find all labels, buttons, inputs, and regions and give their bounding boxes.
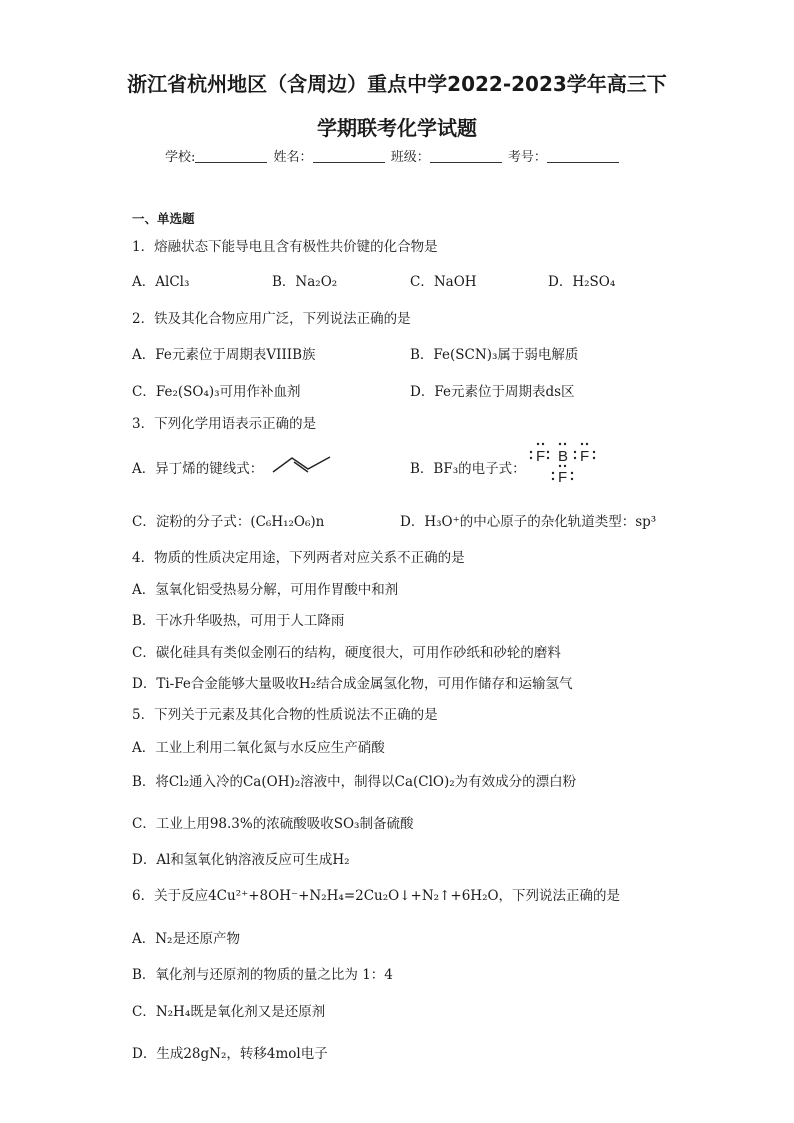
q4-option-d: D．Ti-Fe合金能够大量吸收H₂结合成金属氢化物，可用作储存和运输氢气 [132, 676, 573, 692]
q2-option-d: D．Fe元素位于周期表ds区 [410, 384, 575, 400]
q4-option-b: B．干冰升华吸热，可用于人工降雨 [132, 613, 345, 629]
q2-stem: 2．铁及其化合物应用广泛，下列说法正确的是 [132, 311, 411, 327]
id-blank [547, 148, 619, 163]
q1-option-d: D．H₂SO₄ [548, 274, 616, 290]
q1-stem: 1．熔融状态下能导电且含有极性共价键的化合物是 [132, 239, 438, 255]
q5-option-d: D．Al和氢氧化钠溶液反应可生成H₂ [132, 852, 350, 868]
section-heading: 一、单选题 [132, 211, 195, 226]
school-blank [195, 148, 267, 163]
q2-option-c: C．Fe₂(SO₄)₃可用作补血剂 [132, 384, 301, 400]
isobutylene-skeletal-formula [270, 452, 334, 476]
q1-option-c: C．NaOH [410, 274, 477, 290]
title-line-1: 浙江省杭州地区（含周边）重点中学2022-2023学年高三下 [127, 72, 667, 96]
q6-stem: 6．关于反应4Cu²⁺+8OH⁻+N₂H₄=2Cu₂O↓+N₂↑+6H₂O，下列说法正确的是 [132, 888, 621, 904]
q6-option-d: D．生成28gN₂，转移4mol电子 [132, 1046, 328, 1062]
bf3-lewis-structure [528, 439, 598, 487]
q3-option-d: D．H₃O⁺的中心原子的杂化轨道类型：sp³ [400, 514, 657, 530]
lewis-f-bottom: F [558, 469, 568, 486]
lewis-f-left: F [536, 448, 546, 465]
lewis-b-center: B [558, 448, 569, 465]
q6-option-a: A．N₂是还原产物 [132, 931, 240, 947]
q1-option-a: A．AlCl₃ [132, 274, 190, 290]
student-info-row [165, 146, 621, 165]
q5-option-b: B．将Cl₂通入冷的Ca(OH)₂溶液中，制得以Ca(ClO)₂为有效成分的漂白粉 [132, 774, 577, 790]
q4-stem: 4．物质的性质决定用途，下列两者对应关系不正确的是 [132, 550, 465, 566]
q5-option-c: C．工业上用98.3%的浓硫酸吸收SO₃制备硫酸 [132, 816, 414, 832]
q1-option-b: B．Na₂O₂ [272, 274, 338, 290]
school-label: 学校: [165, 150, 196, 165]
q2-option-a: A．Fe元素位于周期表VIIIB族 [132, 347, 316, 363]
q4-option-a: A．氢氧化铝受热易分解，可用作胃酸中和剂 [132, 582, 399, 598]
q5-option-a: A．工业上利用二氧化氮与水反应生产硝酸 [132, 740, 385, 756]
name-blank [313, 148, 385, 163]
q4-option-c: C．碳化硅具有类似金刚石的结构，硬度很大，可用作砂纸和砂轮的磨料 [132, 645, 561, 661]
q5-stem: 5．下列关于元素及其化合物的性质说法不正确的是 [132, 707, 438, 723]
name-label: 姓名： [273, 150, 313, 165]
title-line-2: 学期联考化学试题 [317, 116, 477, 140]
q2-option-b: B．Fe(SCN)₃属于弱电解质 [410, 347, 579, 363]
id-label: 考号： [507, 150, 547, 165]
q6-option-b: B．氧化剂与还原剂的物质的量之比为 1：4 [132, 967, 393, 983]
q3-stem: 3．下列化学用语表示正确的是 [132, 416, 317, 432]
q3-option-b: B．BF₃的电子式： [410, 461, 526, 477]
class-blank [430, 148, 502, 163]
class-label: 班级： [390, 150, 430, 165]
lewis-f-right: F [580, 448, 590, 465]
q6-option-c: C．N₂H₄既是氧化剂又是还原剂 [132, 1004, 326, 1020]
q3-option-a: A．异丁烯的键线式： [132, 461, 264, 477]
q3-option-c: C．淀粉的分子式：(C₆H₁₂O₆)n [132, 514, 325, 530]
